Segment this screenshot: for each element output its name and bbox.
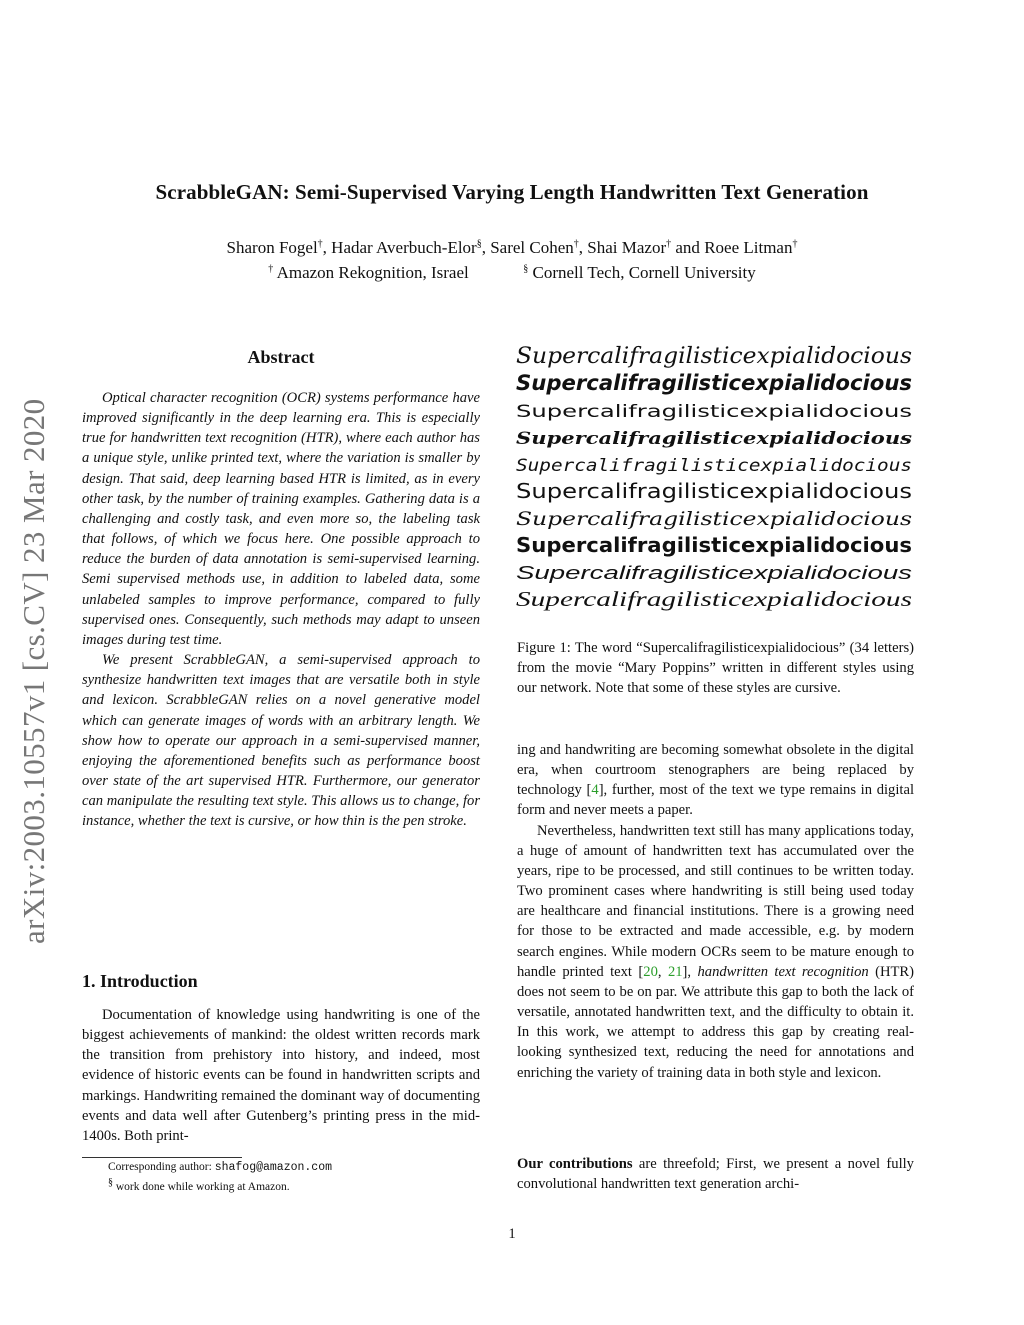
handwriting-sample: Supercalifragilisticexpialidocious [516,402,913,422]
contributions-paragraph: Our contributions are threefold; First, we present a novel fully convolutional handwritten text generation archi- [517,1156,914,1193]
figure-caption: Figure 1: The word “Supercalifragilisticexpialidocious” (34 letters) from the movie “Mary Poppins” written in different styles using our network. Note that some of these styles are cursive. [517,640,914,697]
body-paragraph: ing and handwriting are becoming somewhat obsolete in the digital era, when courtroom stenographers are being replaced by technology [4], further, most of the text we type remains in digital form and never meets a paper. [517,742,914,819]
handwriting-sample: Supercalifragilisticexpialidocious [516,508,913,530]
citation-link[interactable]: 21 [667,963,683,980]
abstract-body [82,388,480,831]
affiliation-mark: † [268,263,274,275]
citation-link[interactable]: 4 [591,782,599,799]
affiliation-mark: † [666,238,672,250]
handwriting-sample: Supercalifragilisticexpialidocious [516,371,912,395]
affiliation-mark: † [573,238,579,250]
handwriting-sample: Supercalifragilisticexpialidocious [516,456,912,476]
author-name: Sarel Cohen [490,238,574,257]
citation-link[interactable]: 20 [643,963,658,980]
body-paragraph: Nevertheless, handwritten text still has many applications today, a huge of amount of handwritten text has accumulated over the years, ripe to be processed, and still continues to be written today. Two prominent cases where handwriting is still being used today are healthcare and financial institutions. There is a growing need for those to be extracted and made accessible, e.g. by modern search engines. While modern OCRs seem to be mature enough to handle printed text [20, 21], handwritten text recognition (HTR) does not seem to be on par. We attribute this gap to both the lack of versatile, annotated handwritten text, and the difficulty to obtain it. In this work, we attempt to address this gap by creating real-looking synthesized text, reducing the need for annotations and enriching the variety of training data in both style and lexicon. [517,822,915,1081]
affiliation-mark: § [523,263,529,275]
arxiv-stamp: arXiv:2003.10557v1 [cs.CV] 23 Mar 2020 [16,398,51,944]
paper-title: ScrabbleGAN: Semi-Supervised Varying Length Handwritten Text Generation [155,180,869,204]
abstract-heading: Abstract [247,347,315,367]
affiliation-list [0,263,1024,283]
author-conjunction: and [675,238,700,257]
author-name: Sharon Fogel [226,238,318,257]
abstract-paragraph: We present ScrabbleGAN, a semi-supervised approach to synthesize handwritten text images that are versatile both in style and lexicon. ScrabbleGAN relies on a novel generative model which can generate images of words with an arbitrary length. We show how to operate our approach in a semi-supervised manner, enjoying the aforementioned benefits such as performance boost over state of the art supervised HTR. Furthermore, our generator can manipulate the resulting text style. This allows us to change, for instance, whether the text is cursive, or how thin is the pen stroke. [82,652,480,830]
handwriting-sample: Supercalifragilisticexpialidocious [516,563,912,583]
right-column-body [517,740,914,1083]
footnote-rule [82,1157,242,1158]
author-name: Shai Mazor [587,238,667,257]
affiliation-amazon: Amazon Rekognition, Israel [276,263,469,282]
handwriting-sample: Supercalifragilisticexpialidocious [516,533,912,557]
body-paragraph: Documentation of knowledge using handwriting is one of the biggest achievements of mankind: the oldest written records mark the transition from prehistory into history, and indeed, most evidence of historic events can be found in handwritten scripts and markings. Handwriting remained the dominant way of documenting events and data well after Gutenberg’s printing press in the mid-1400s. Both print- [82,1007,480,1144]
footnote-work-done: § work done while working at Amazon. [108,1177,290,1193]
author-name: Roee Litman [704,238,793,257]
author-name: Hadar Averbuch-Elor [331,238,477,257]
affiliation-mark: † [317,238,323,250]
handwriting-sample: Supercalifragilisticexpialidocious [516,479,912,503]
section-heading-introduction: 1. Introduction [82,971,198,991]
contributions-heading: Our contributions [517,1156,633,1172]
author-email: shafog@amazon.com [214,1161,333,1174]
affiliation-mark: § [476,238,482,250]
affiliation-mark: † [792,238,798,250]
affiliation-cornell: Cornell Tech, Cornell University [532,263,756,282]
author-list: Sharon Fogel†, Hadar Averbuch-Elor§, Sarel Cohen†, Shai Mazor† and Roee Litman† [226,238,798,257]
handwriting-sample: Supercalifragilisticexpialidocious [516,344,912,369]
figure-handwriting-samples [514,343,916,620]
handwriting-sample: Supercalifragilisticexpialidocious [516,429,913,449]
introduction-body [82,1005,480,1146]
abstract-paragraph: Optical character recognition (OCR) systems performance have improved significantly in the deep learning era. This is especially true for handwritten text recognition (HTR), where each author has a unique style, unlike printed text, where the variation is smaller by design. That said, deep learning based HTR is limited, as in every other task, by the number of training examples. Gathering data is a challenging and costly task, and even more so, the labeling task that follows, of which we focus here. One possible approach to reduce the burden of data annotation is semi-supervised learning. Semi supervised methods use, in addition to labeled data, some unlabeled samples to improve performance, compared to fully supervised ones. Consequently, such methods may adapt to unseen images during test time. [82,390,480,648]
footnote-corresponding: Corresponding author: shafog@amazon.com [108,1161,333,1174]
handwriting-sample: Supercalifragilisticexpialidocious [516,587,912,611]
footnotes [108,1160,332,1195]
page-number: 1 [508,1226,516,1242]
